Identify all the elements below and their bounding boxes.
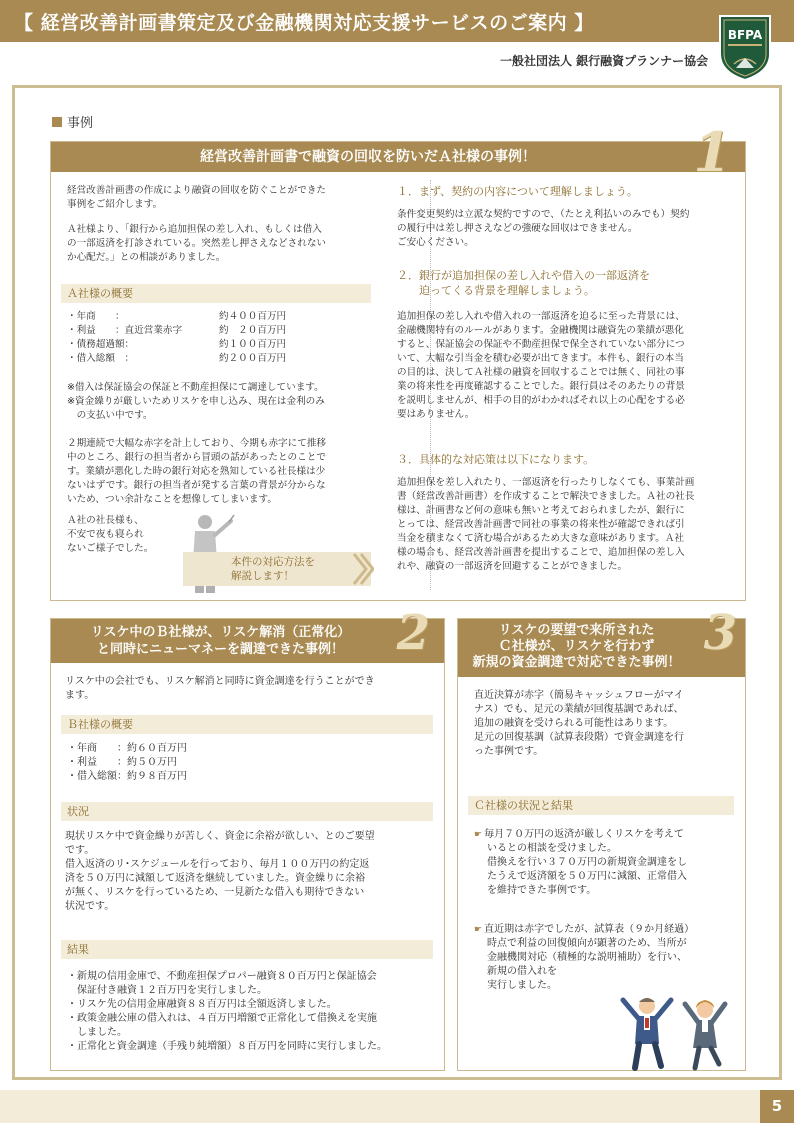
case-2-number: 2 [396,605,430,661]
case-1-body: ２期連続で大幅な赤字を計上しており、今期も赤字にて推移 中のところ、銀行の担当者から冒頭の話があったとのことで す。業績が悪化した時の銀行対応を熟知している社長様は少 ないはずです。銀行の担当者が発する言葉の背景が分からな いため、つい余計なことを想像してしまいます。 [67,438,327,505]
case-1-box [50,120,746,601]
section-label-text: 事例 [67,116,94,131]
case-2-situation-title: 状況 [61,802,433,821]
case-3-item-2: ☛ 直近期は赤字でしたが、試算表（９か月経過） 時点で利益の回復傾向が顕著のため、当所が 金融機関対応（積極的な説明補助）を行い、 新規の借入れを 実行しました。 [474,924,695,991]
section-label [52,112,93,131]
case-2-overview-title: Ｂ社様の概要 [61,715,433,734]
case-1-intro: 経営改善計画書の作成により融資の回収を防ぐことができた 事例をご紹介します。 [67,185,327,210]
case-1-quote: Ａ社様より、「銀行から追加担保の差し入れ、もしくは借入 の一部返済を打診されている。突然差し押さえなどされない か心配だ。」との相談がありました。 [67,224,327,263]
pointing-hand-icon: ☛ [474,830,483,840]
case-1-notes: ※借入は保証協会の保証と不動産担保にて調達しています。 ※資金繰りが厳しいためリスケを申し込み、現在は金利のみ の支払い中です。 [67,382,325,421]
case-2-overview-list: ・年商 ：約６０百万円 ・利益 ：約５０万円 ・借入総額：約９８百万円 [67,743,187,782]
square-bullet-icon [52,117,62,127]
case-1-overview-title: Ａ社様の概要 [61,284,371,303]
footer-band [0,1090,794,1123]
case-1-point-2-title: ２．銀行が追加担保の差し入れや借入の一部返済を 迫ってくる背景を理解しましょう。 [397,269,650,297]
case-2-result-list: ・新規の信用金庫で、不動産担保プロパー融資８０百万円と保証協会 保証付き融資１２百万円を実行しました。 ・リスケ先の信用金庫融資８８百万円は全額返済しました。 ・政策金融公庫の借入れは、４百万円増額で正常化して借換えを実施 しました。 ・正常化と資金調達（手残り純増額）８百万円を同時に実行しました。 [67,971,387,1052]
case-3-title: リスケの要望で来所された Ｃ社様が、リスケを行わず 新規の資金調達で対応できた事例！ [458,619,745,677]
case-2-box [50,605,445,1071]
bfpa-logo [716,14,774,82]
case-1-number: 1 [693,120,731,184]
case-1-point-1-text: 条件変更契約は立派な契約ですので、（たとえ利払いのみでも）契約 の履行中は差し押さえなどの強硬な回収はできません。 ご安心ください。 [397,209,690,248]
case-2-situation-text: 現状リスケ中で資金繰りが苦しく、資金に余裕が欲しい、とのご要望 です。 借入返済のリ･スケジュールを行っており、毎月１００万円の約定返 済を５０万円に減額して返済を継続していました。資金繰りに余裕 が無く、リスケを行っているため、一見新たな借入も期待できない 状況です。 [65,831,375,912]
case-3-item-1: ☛ 毎月７０万円の返済が厳しくリスケを考えて いるとの相談を受けました。 借換えを行い３７０万円の新規資金調達をし たうえで返済額を５０万円に減額、正常借入 を維持できた事例です。 [474,829,687,896]
case-1-title: 経営改善計画書で融資の回収を防いだＡ社様の事例！ [51,142,745,172]
case-1-point-2-text: 追加担保の差し入れや借入れの一部返済を迫るに至った背景には、 金融機関特有のルールがあります。金融機関は融資先の業績が悪化 すると、保証協会の保証や不動産担保で保全されていない部分につ いて、大幅な引当金を積む必要が出てきます。本件も、銀行の本当 の目的は、決してＡ社様の融資を回収することでは無く、同社の事 業の将来性を再度確認することでした。銀行員はそのあたりの背景 を説明しませんが、相手の目的がわかればそれ以上の心配をする必 要はありません。 [397,311,685,420]
celebrating-people-illustration [615,992,740,1072]
case-1-point-3-text: 追加担保を差し入れたり、一部返済を行ったりしなくても、事業計画 書（経営改善計画書）を作成することで解決できました。Ａ社の社長 様は、計画書など何の意味も無いと考えておられましたが、銀行に とっては、経営改善計画書で同社の事業の将来性が確認できれば引 当金を積まなくて済む場合があるため大きな意味があります。Ａ社 様の場合も、経営改善計画書を提出することで、追加担保の差し入 れや、融資の一部返済を回避することができました。 [397,477,695,572]
case-2-intro: リスケ中の会社でも、リスケ解消と同時に資金調達を行うことができ ます。 [65,676,375,701]
callout-banner: 本件の対応方法を 解説します！ [183,552,371,586]
chevron-right-icon [352,552,374,586]
case-3-intro: 直近決算が赤字（簡易キャッシュフローがマイ ナス）でも、足元の業績が回復基調であれば、 追加の融資を受けられる可能性はあります。 足元の回復基調（試算表段階）で資金調達を行 った事例です。 [474,690,684,757]
case-1-overview-list: ・年商 ： 約４００百万円 ・利益 ：直近営業赤字 約 ２０百万円 ・債務超過額： 約１００百万円 ・借入総額 ： 約２００百万円 [67,311,287,364]
header-bar [0,0,794,42]
page-number: 5 [760,1090,794,1123]
pointing-hand-icon: ☛ [474,925,483,935]
case-1-point-1-title: １．まず、契約の内容について理解しましょう。 [397,185,638,198]
organization-name: 一般社団法人 銀行融資プランナー協会 [500,54,709,68]
case-2-title: リスケ中のＢ社様が、リスケ解消（正常化） と同時にニューマネーを調達できた事例！ [51,619,444,663]
case-1-worry: Ａ社の社長様も、 不安で夜も寝られ ないご様子でした。 [67,515,154,554]
case-2-result-title: 結果 [61,940,433,959]
page-title: 【 経営改善計画書策定及び金融機関対応支援サービスのご案内 】 [14,12,594,34]
case-3-number: 3 [703,605,737,661]
case-3-status-title: Ｃ社様の状況と結果 [468,796,734,815]
svg-text:BFPA: BFPA [727,28,763,42]
case-1-point-3-title: ３．具体的な対応策は以下になります。 [397,453,595,466]
